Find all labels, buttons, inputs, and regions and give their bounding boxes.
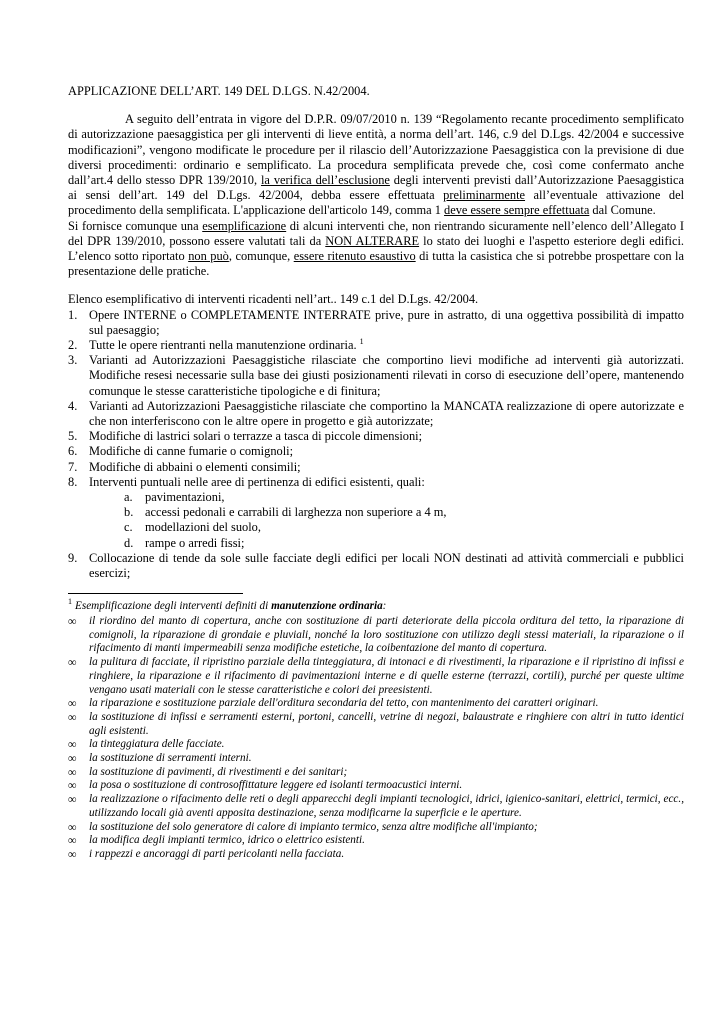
sub-list-item [89,505,684,520]
sub-item-text: pavimentazioni, [145,490,225,505]
list-item [68,353,684,399]
footnote-list-item [68,656,684,697]
item-text: Modifiche di lastrici solari o terrazze a tasca di piccole dimensioni; [89,429,423,444]
list-item [68,429,684,444]
footnote-item-text: la sostituzione di serramenti interni. [89,752,252,765]
infinity-bullet-icon: ∞ [68,709,77,724]
footnote-list-item [68,779,684,793]
item-number: 9. [68,550,78,565]
underlined-phrase: NON ALTERARE [325,233,420,248]
text-run: di tutta la casistica che si potrebbe prospettare con la presentazione delle pratiche. [68,249,684,279]
footnote-item-text: i rappezzi e ancoraggi di parti pericolanti nella facciata. [89,847,345,860]
underlined-phrase: essere ritenuto esaustivo [293,249,416,264]
footnote-mark: 1 [68,597,72,607]
text-run: di alcuni interventi che, non rientrando sicuramente nell’elenco dell’Allegato I del DPR 139/2010, possono essere valutati tali da [68,218,684,248]
infinity-bullet-icon: ∞ [68,737,77,752]
footnote-item-text: la sostituzione del solo generatore di calore di impianto termico, senza altre modifiche all'impianto; [89,820,538,833]
sub-item-letter: b. [124,505,134,520]
footnote-item-text: il riordino del manto di copertura, anche con sostituzione di parti deteriorate della piccola orditura del tetto, la riparazione di comignoli, la riparazione di grondaie e pluviali, nonché la loro sostituzione con utilizzo degli stessi materiali, la riparazione o il rifacimento di manti impermeabili senza modifiche estetiche, la coibentazione del manto di copertura. [89,615,684,655]
footnote-list-item [68,821,684,835]
item-text: Collocazione di tende da sole sulle facciate degli edifici per locali NON destinati ad attività commerciali e pubblici esercizi; [89,550,684,581]
text-run: Si fornisce comunque una [68,218,203,233]
text-run: dal Comune. [589,203,656,218]
intervention-list [68,308,684,582]
text-run: A seguito dell’entrata in vigore del D.P.R. 09/07/2010 n. 139 “Regolamento recante procedimento semplificato di autorizzazione paesaggistica per gli interventi di lieve entità, a norma dell’art. 146, c.9 del D.Lgs. 42/2004 e successive modificazioni”, vengono modificate le procedure per il rilascio dell’Autorizzazione Paesaggistica con la previsione di due diversi procedimenti: ordinario e semplificato. La procedura semplificata prevede che, così come confermato anche dall’art.4 dello stesso DPR 139/2010, [68,112,684,188]
text-run: degli interventi previsti dall’Autorizzazione Paesaggistica ai sensi dell’art. 149 del D.Lgs. 42/2004, debba essere effettuata [68,173,684,203]
infinity-bullet-icon: ∞ [68,764,77,779]
footnote-list-item [68,697,684,711]
infinity-bullet-icon: ∞ [68,846,77,861]
footnote-list-item [68,752,684,766]
sub-list [89,490,684,551]
sub-list-item [89,490,684,505]
infinity-bullet-icon: ∞ [68,655,77,670]
footnote-item-text: la modifica degli impianti termico, idrico o elettrico esistenti. [89,834,365,847]
sub-list-item [89,520,684,535]
footnote-item-text: la posa o sostituzione di controsoffittature leggere ed isolanti termoacustici interni. [89,779,463,792]
document-page [68,84,684,862]
footnote-item-text: la realizzazione o rifacimento delle reti o degli apparecchi degli impianti tecnologici, idrici, igienico-sanitari, elettrici, termici, ecc., utilizzando locali già aventi apposita destinazione, senza modificarne la superficie e le aperture. [89,793,684,819]
item-text: Interventi puntuali nelle aree di pertinenza di edifici esistenti, quali: [89,474,425,489]
footnote-item-text: la riparazione e sostituzione parziale dell'orditura secondaria del tetto, con mantenimento dei caratteri originari. [89,697,599,710]
text-run: : [382,600,387,613]
infinity-bullet-icon: ∞ [68,792,77,807]
item-number: 2. [68,338,78,353]
footnote-list-item [68,793,684,820]
item-text: Modifiche di abbaini o elementi consimili; [89,459,301,474]
infinity-bullet-icon: ∞ [68,751,77,766]
item-text: Tutte le opere rientranti nella manutenzione ordinaria. [89,338,360,353]
item-text: Varianti ad Autorizzazioni Paesaggistiche rilasciate che comportino la MANCATA realizzazione di opere autorizzate e che non interferiscono con le altre opere in progetto e già autorizzate; [89,398,684,429]
footnote-reference[interactable]: 1 [359,337,364,347]
item-number: 8. [68,474,78,489]
item-number: 7. [68,459,78,474]
spacer [68,279,684,292]
list-item [68,460,684,475]
footnote [68,597,684,861]
intro-paragraph-2 [68,219,684,280]
sub-item-text: accessi pedonali e carrabili di larghezza non superiore a 4 m, [145,505,447,520]
footnote-item-text: la tinteggiatura delle facciate. [89,738,225,751]
item-number: 5. [68,429,78,444]
footnote-list [68,615,684,862]
list-item [68,308,684,338]
document-title: APPLICAZIONE DELL’ART. 149 DEL D.LGS. N.42/2004. [68,84,370,98]
item-number: 1. [68,307,78,322]
infinity-bullet-icon: ∞ [68,778,77,793]
footnote-item-text: la sostituzione di infissi e serramenti esterni, portoni, cancelli, vetrine di negozi, balaustrate e ringhiere con altri in tutto identici agli esistenti. [89,710,684,737]
infinity-bullet-icon: ∞ [68,819,77,834]
sub-item-text: modellazioni del suolo, [145,520,261,535]
sub-item-letter: a. [124,490,133,505]
sub-item-letter: c. [124,520,133,535]
list-item [68,475,684,551]
item-text: Varianti ad Autorizzazioni Paesaggistiche rilasciate che comportino lievi modifiche ad interventi già autorizzati. Modifiche resesi necessarie sulla base dei giusti posizionamenti rilevati in corso di esecuzione dell’opere, mantenendo comunque le stesse caratteristiche tipologiche e di finitura; [89,353,684,398]
infinity-bullet-icon: ∞ [68,696,77,711]
text-run: all’eventuale attivazione del procedimento della semplificata. L'applicazione dell'articolo 149, comma 1 [68,188,685,218]
sub-list-item [89,536,684,551]
item-number: 3. [68,353,78,368]
underlined-phrase: deve essere sempre effettuata [444,203,590,218]
sub-item-letter: d. [124,535,134,550]
footnote-list-item [68,834,684,848]
bold-phrase: manutenzione ordinaria [271,600,383,613]
item-number: 6. [68,444,78,459]
list-item [68,444,684,459]
infinity-bullet-icon: ∞ [68,614,77,628]
item-number: 4. [68,398,78,413]
underlined-phrase: la verifica dell’esclusione [260,173,390,188]
text-run: lo stato dei luoghi e l'aspetto esteriore degli edifici. L’elenco sotto riportato [68,233,684,264]
list-item [68,338,684,353]
footnote-list-item [68,711,684,738]
sub-item-text: rampe o arredi fissi; [145,535,245,550]
footnote-list-item [68,738,684,752]
text-run: Esemplificazione degli interventi definiti di [75,600,272,613]
item-text: Modifiche di canne fumarie o comignoli; [89,444,294,459]
footnote-list-item [68,615,684,656]
list-heading: Elenco esemplificativo di interventi ricadenti nell’art.. 149 c.1 del D.Lgs. 42/2004. [68,292,479,307]
item-text: Opere INTERNE o COMPLETAMENTE INTERRATE prive, pure in astratto, di una oggettiva possibilità di impatto sul paesaggio; [89,307,684,337]
list-item [68,399,684,429]
footnote-heading [68,597,684,614]
footnote-list-item [68,766,684,780]
footnote-separator [68,593,243,594]
footnote-list-item [68,848,684,862]
text-run: , comunque, [228,249,294,264]
footnote-item-text: la pulitura di facciate, il ripristino parziale della tinteggiatura, di intonaci e di rivestimenti, la riparazione e il ripristino di infissi e ringhiere, la riparazione e il rifacimento di pavimentazioni interne e di quelle esterne (terrazzi, cortili), purché per queste ultime vengano usati materiali con le stesse caratteristiche e colori dei preesistenti. [89,656,684,696]
list-item [68,551,684,581]
underlined-phrase: preliminarmente [443,188,526,203]
underlined-phrase: non può [188,249,229,264]
underlined-phrase: esemplificazione [202,218,287,233]
infinity-bullet-icon: ∞ [68,833,77,848]
intro-paragraph-1 [68,112,684,218]
footnote-item-text: la sostituzione di pavimenti, di rivestimenti e dei sanitari; [89,765,348,778]
